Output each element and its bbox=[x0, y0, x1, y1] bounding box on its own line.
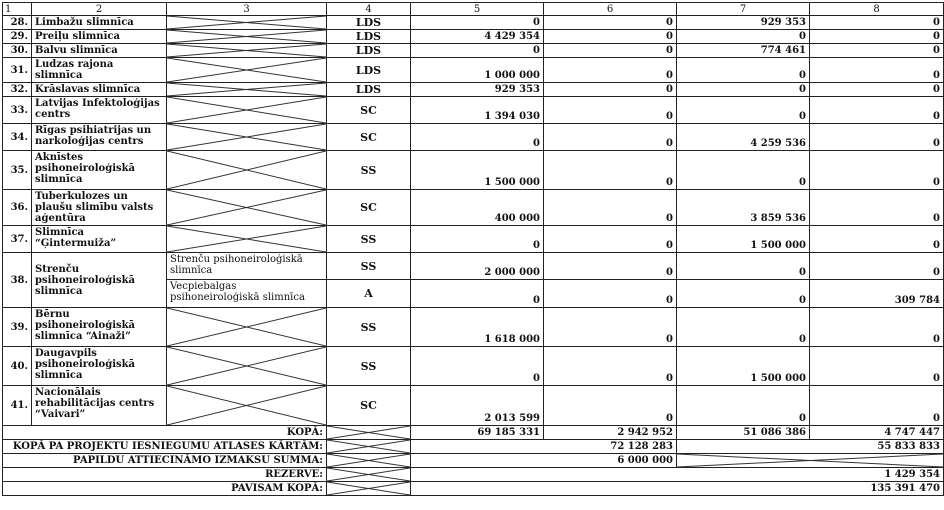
amount-col7: 3 859 536 bbox=[677, 190, 810, 226]
amount-col8: 0 bbox=[810, 226, 944, 253]
amount-col8: 0 bbox=[810, 97, 944, 124]
amount-col8: 0 bbox=[810, 30, 944, 44]
amount-col5: 0 bbox=[411, 226, 544, 253]
amount-col7: 4 259 536 bbox=[677, 124, 810, 151]
amount-col5: 0 bbox=[411, 16, 544, 30]
amount-col6: 0 bbox=[544, 308, 677, 347]
row-number: 37. bbox=[3, 226, 32, 253]
amount-col5: 0 bbox=[411, 347, 544, 386]
row-number: 38. bbox=[3, 253, 32, 308]
institution-type: LDS bbox=[327, 58, 411, 83]
table-row bbox=[3, 190, 944, 226]
grand-total-value: 135 391 470 bbox=[411, 482, 944, 496]
row-number: 41. bbox=[3, 386, 32, 426]
institution-type: A bbox=[327, 280, 411, 308]
total-row bbox=[3, 426, 944, 440]
amount-col7: 0 bbox=[677, 280, 810, 308]
crossed-cell bbox=[167, 16, 327, 30]
amount-col5: 0 bbox=[411, 124, 544, 151]
crossed-cell bbox=[167, 44, 327, 58]
amount-col5: 0 bbox=[411, 280, 544, 308]
hospital-name: Aknīstes psihoneiroloģiskā slimnīca bbox=[32, 151, 167, 190]
reserve-label: REZERVE: bbox=[3, 468, 327, 482]
grand-total-label: PAVISAM KOPĀ: bbox=[3, 482, 327, 496]
institution-type: SS bbox=[327, 253, 411, 280]
crossed-cell bbox=[167, 97, 327, 124]
amount-col6: 0 bbox=[544, 44, 677, 58]
grand-total-row bbox=[3, 482, 944, 496]
col-header: 8 bbox=[810, 3, 944, 16]
hospital-name: Tuberkulozes un plaušu slimību valsts aģentūra bbox=[32, 190, 167, 226]
amount-col6: 0 bbox=[544, 190, 677, 226]
institution-type: LDS bbox=[327, 44, 411, 58]
amount-col7: 0 bbox=[677, 308, 810, 347]
row-number: 35. bbox=[3, 151, 32, 190]
amount-col6: 0 bbox=[544, 151, 677, 190]
round-total-col56: 72 128 283 bbox=[411, 440, 677, 454]
hospital-name: Nacionālais rehabilitācijas centrs “Vaivari” bbox=[32, 386, 167, 426]
amount-col5: 2 013 599 bbox=[411, 386, 544, 426]
crossed-cell bbox=[327, 482, 411, 496]
amount-col5: 1 394 030 bbox=[411, 97, 544, 124]
table-row bbox=[3, 30, 944, 44]
amount-col5: 4 429 354 bbox=[411, 30, 544, 44]
table-row bbox=[3, 347, 944, 386]
amount-col5: 929 353 bbox=[411, 83, 544, 97]
col-header: 3 bbox=[167, 3, 327, 16]
amount-col8: 0 bbox=[810, 386, 944, 426]
amount-col7: 0 bbox=[677, 58, 810, 83]
crossed-cell bbox=[327, 454, 411, 468]
amount-col7: 929 353 bbox=[677, 16, 810, 30]
crossed-cell bbox=[167, 347, 327, 386]
hospital-name: Bērnu psihoneiroloģiskā slimnīca “Ainaži” bbox=[32, 308, 167, 347]
col-header: 6 bbox=[544, 3, 677, 16]
amount-col8: 0 bbox=[810, 124, 944, 151]
table-row bbox=[3, 58, 944, 83]
additional-costs-col56: 6 000 000 bbox=[411, 454, 677, 468]
crossed-cell bbox=[167, 83, 327, 97]
amount-col8: 0 bbox=[810, 16, 944, 30]
col-header: 7 bbox=[677, 3, 810, 16]
table-row bbox=[3, 44, 944, 58]
hospital-name: Preiļu slimnīca bbox=[32, 30, 167, 44]
amount-col7: 0 bbox=[677, 30, 810, 44]
amount-col8: 0 bbox=[810, 58, 944, 83]
row-number: 34. bbox=[3, 124, 32, 151]
amount-col5: 400 000 bbox=[411, 190, 544, 226]
row-number: 30. bbox=[3, 44, 32, 58]
row-number: 28. bbox=[3, 16, 32, 30]
crossed-cell bbox=[167, 386, 327, 426]
row-number: 31. bbox=[3, 58, 32, 83]
hospital-name: Slimnīca “Ģintermuiža” bbox=[32, 226, 167, 253]
crossed-cell bbox=[167, 226, 327, 253]
amount-col7: 0 bbox=[677, 386, 810, 426]
col-header: 4 bbox=[327, 3, 411, 16]
amount-col6: 0 bbox=[544, 30, 677, 44]
column-number-header bbox=[3, 3, 944, 16]
table-row bbox=[3, 124, 944, 151]
institution-type: SS bbox=[327, 151, 411, 190]
amount-col7: 0 bbox=[677, 253, 810, 280]
institution-type: LDS bbox=[327, 30, 411, 44]
amount-col8: 0 bbox=[810, 308, 944, 347]
col-header: 2 bbox=[32, 3, 167, 16]
institution-type: SC bbox=[327, 386, 411, 426]
amount-col8: 0 bbox=[810, 347, 944, 386]
amount-col8: 0 bbox=[810, 190, 944, 226]
branch-name: Vecpiebalgas psihoneiroloģiskā slimnīca bbox=[167, 280, 327, 308]
amount-col8: 0 bbox=[810, 83, 944, 97]
row-number: 40. bbox=[3, 347, 32, 386]
hospital-name: Krāslavas slimnīca bbox=[32, 83, 167, 97]
hospital-name: Daugavpils psihoneiroloģiskā slimnīca bbox=[32, 347, 167, 386]
additional-costs-label: PAPILDU ATTIECINĀMO IZMAKSU SUMMA: bbox=[3, 454, 327, 468]
crossed-cell bbox=[167, 308, 327, 347]
table-row bbox=[3, 253, 944, 280]
reserve-row bbox=[3, 468, 944, 482]
amount-col5: 1 500 000 bbox=[411, 151, 544, 190]
institution-type: SS bbox=[327, 347, 411, 386]
table-row bbox=[3, 308, 944, 347]
amount-col6: 0 bbox=[544, 97, 677, 124]
table-row bbox=[3, 16, 944, 30]
amount-col5: 1 000 000 bbox=[411, 58, 544, 83]
round-total-col78: 55 833 833 bbox=[677, 440, 944, 454]
institution-type: SC bbox=[327, 97, 411, 124]
col-header: 5 bbox=[411, 3, 544, 16]
amount-col7: 1 500 000 bbox=[677, 226, 810, 253]
table-row bbox=[3, 226, 944, 253]
total-col7: 51 086 386 bbox=[677, 426, 810, 440]
hospital-name: Limbažu slimnīca bbox=[32, 16, 167, 30]
row-number: 32. bbox=[3, 83, 32, 97]
crossed-cell bbox=[167, 58, 327, 83]
amount-col6: 0 bbox=[544, 124, 677, 151]
institution-type: SC bbox=[327, 124, 411, 151]
total-col5: 69 185 331 bbox=[411, 426, 544, 440]
amount-col7: 0 bbox=[677, 151, 810, 190]
amount-col7: 1 500 000 bbox=[677, 347, 810, 386]
institution-type: SS bbox=[327, 308, 411, 347]
amount-col6: 0 bbox=[544, 58, 677, 83]
row-number: 29. bbox=[3, 30, 32, 44]
hospital-name: Rīgas psihiatrijas un narkoloģijas centrs bbox=[32, 124, 167, 151]
round-total-row bbox=[3, 440, 944, 454]
amount-col6: 0 bbox=[544, 83, 677, 97]
crossed-cell bbox=[327, 426, 411, 440]
row-number: 39. bbox=[3, 308, 32, 347]
hospital-name: Latvijas Infektoloģijas centrs bbox=[32, 97, 167, 124]
crossed-cell bbox=[327, 468, 411, 482]
additional-costs-row bbox=[3, 454, 944, 468]
amount-col8: 0 bbox=[810, 44, 944, 58]
table-row bbox=[3, 386, 944, 426]
hospital-name: Strenču psihoneiroloģiskā slimnīca bbox=[32, 253, 167, 308]
branch-name: Strenču psihoneiroloģiskā slimnīca bbox=[167, 253, 327, 280]
amount-col6: 0 bbox=[544, 226, 677, 253]
institution-type: SS bbox=[327, 226, 411, 253]
crossed-cell bbox=[167, 151, 327, 190]
amount-col6: 0 bbox=[544, 280, 677, 308]
hospital-name: Ludzas rajona slimnīca bbox=[32, 58, 167, 83]
amount-col7: 774 461 bbox=[677, 44, 810, 58]
table-row bbox=[3, 97, 944, 124]
crossed-cell bbox=[167, 124, 327, 151]
financing-table bbox=[2, 2, 944, 496]
table-row bbox=[3, 83, 944, 97]
amount-col6: 0 bbox=[544, 253, 677, 280]
col-header: 1 bbox=[3, 3, 32, 16]
amount-col8: 0 bbox=[810, 253, 944, 280]
hospital-name: Balvu slimnīca bbox=[32, 44, 167, 58]
crossed-cell bbox=[327, 440, 411, 454]
amount-col8: 309 784 bbox=[810, 280, 944, 308]
crossed-cell bbox=[167, 190, 327, 226]
institution-type: LDS bbox=[327, 16, 411, 30]
total-col8: 4 747 447 bbox=[810, 426, 944, 440]
amount-col7: 0 bbox=[677, 97, 810, 124]
total-col6: 2 942 952 bbox=[544, 426, 677, 440]
crossed-cell bbox=[167, 30, 327, 44]
amount-col7: 0 bbox=[677, 83, 810, 97]
institution-type: SC bbox=[327, 190, 411, 226]
table-row bbox=[3, 151, 944, 190]
round-total-label: KOPĀ PA PROJEKTU IESNIEGUMU ATLASES KĀRTĀM: bbox=[3, 440, 327, 454]
crossed-cell bbox=[677, 454, 944, 468]
reserve-value: 1 429 354 bbox=[411, 468, 944, 482]
row-number: 36. bbox=[3, 190, 32, 226]
amount-col6: 0 bbox=[544, 386, 677, 426]
amount-col6: 0 bbox=[544, 347, 677, 386]
institution-type: LDS bbox=[327, 83, 411, 97]
row-number: 33. bbox=[3, 97, 32, 124]
amount-col5: 0 bbox=[411, 44, 544, 58]
amount-col5: 1 618 000 bbox=[411, 308, 544, 347]
amount-col5: 2 000 000 bbox=[411, 253, 544, 280]
amount-col6: 0 bbox=[544, 16, 677, 30]
total-label: KOPĀ: bbox=[3, 426, 327, 440]
amount-col8: 0 bbox=[810, 151, 944, 190]
